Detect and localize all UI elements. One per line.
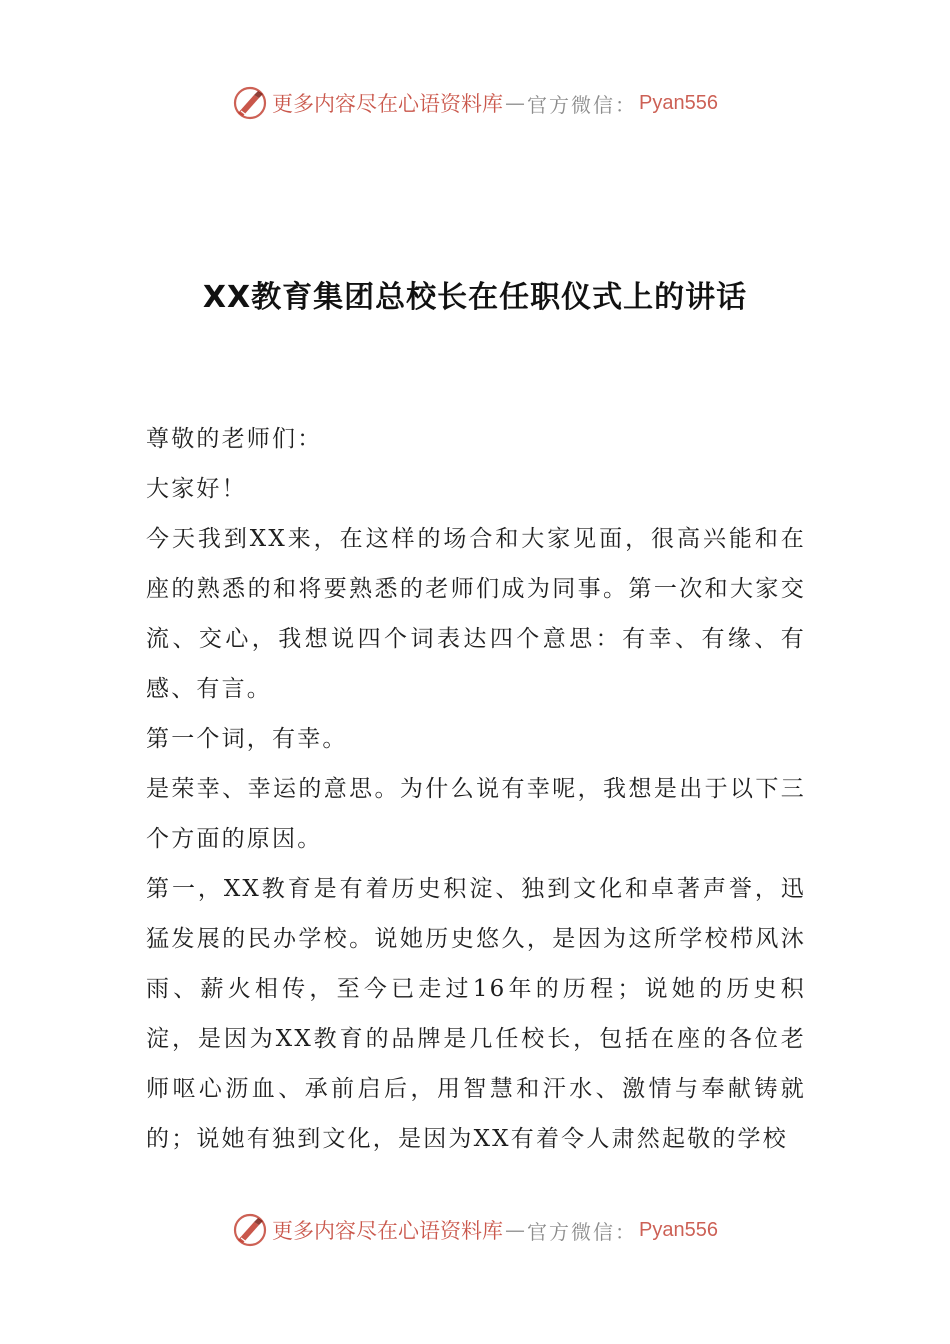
document-body bbox=[146, 414, 806, 1164]
banner-brand-text: 更多内容尽在心语资料库 bbox=[272, 92, 504, 116]
footer-watermark-banner bbox=[0, 1205, 950, 1255]
body-paragraph: 大家好！ bbox=[146, 476, 247, 502]
banner-dash: — bbox=[505, 1218, 526, 1242]
header-watermark-banner bbox=[0, 78, 950, 128]
body-paragraph: 第一个词，有幸。 bbox=[146, 726, 348, 752]
body-paragraph: 是荣幸、幸运的意思。为什么说有幸呢，我想是出于以下三个方面的原因。 bbox=[146, 776, 806, 852]
body-paragraph: 第一，XX教育是有着历史积淀、独到文化和卓著声誉，迅猛发展的民办学校。说她历史悠久，是因为这所学校栉风沐雨、薪火相传，至今已走过16年的历程；说她的历史积淀，是因为XX教育的品牌是几任校长，包括在座的各位老师呕心沥血、承前启后，用智慧和汗水、激情与奉献铸就的；说她有独到文化，是因为XX有着令人肃然起敬的学校 bbox=[146, 876, 806, 1152]
banner-official-label: 官方微信： bbox=[527, 1219, 638, 1244]
body-paragraph: 尊敬的老师们： bbox=[146, 426, 323, 452]
body-paragraph: 今天我到XX来，在这样的场合和大家见面，很高兴能和在座的熟悉的和将要熟悉的老师们成为同事。第一次和大家交流、交心，我想说四个词表达四个意思：有幸、有缘、有感、有言。 bbox=[146, 526, 806, 702]
banner-official-label: 官方微信： bbox=[527, 92, 638, 117]
banner-wechat-id: Pyan556 bbox=[639, 91, 718, 114]
banner-wechat-id: Pyan556 bbox=[639, 1218, 718, 1241]
pen-nib-logo-icon bbox=[232, 1212, 268, 1248]
banner-dash: — bbox=[505, 91, 526, 115]
pen-nib-logo-icon bbox=[232, 85, 268, 121]
banner-brand-text: 更多内容尽在心语资料库 bbox=[272, 1219, 504, 1243]
document-title: XX教育集团总校长在任职仪式上的讲话 bbox=[202, 280, 748, 315]
